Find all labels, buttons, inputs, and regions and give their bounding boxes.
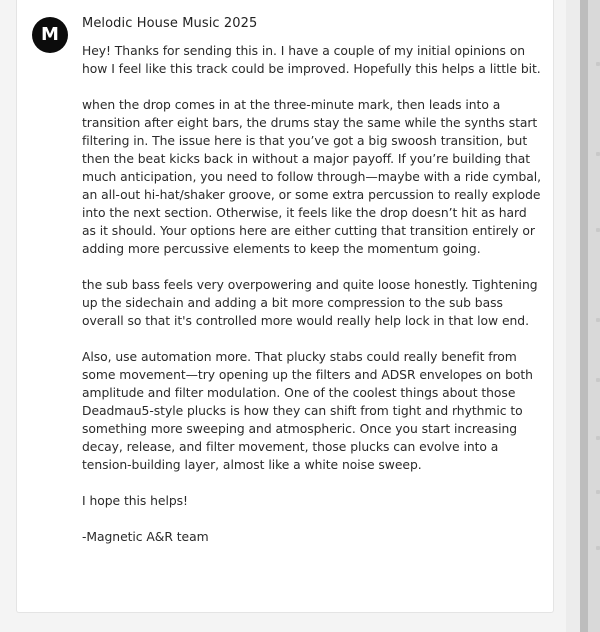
paragraph-signature: -Magnetic A&R team: [82, 530, 209, 544]
paragraph-intro: Hey! Thanks for sending this in. I have a couple of my initial opinions on how I feel like this track could be improved. Hopefully this helps a little bit.: [82, 44, 541, 76]
paragraph-drop-transition: when the drop comes in at the three-minute mark, then leads into a transition after eight bars, the drums stay the same while the synths start filtering in. The issue here is that you’ve got a big swoosh transition, but then the beat kicks back in without a major payoff. If you’re building that much anticipation, you need to follow through—maybe with a ride cymbal, an all-out hi-hat/shaker groove, or some extra percussion to really explode into the next section. Otherwise, it feels like the drop doesn’t hit as hard as it should. Your options here are either cutting that transition entirely or adding more percussive elements to keep the momentum going.: [82, 98, 542, 256]
adjacent-panel-text: [596, 436, 600, 440]
adjacent-panel: [588, 0, 600, 632]
feedback-card: [16, 0, 554, 613]
post-title: Melodic House Music 2025: [82, 16, 258, 31]
avatar-letter: M: [41, 24, 59, 45]
adjacent-panel-text: [596, 318, 600, 322]
paragraph-closing: I hope this helps!: [82, 494, 188, 508]
adjacent-panel-text: [596, 546, 600, 550]
avatar: [32, 17, 68, 53]
scrollbar[interactable]: [580, 0, 588, 632]
paragraph-sub-bass: the sub bass feels very overpowering and quite loose honestly. Tightening up the sidechain and adding a bit more compression to the sub bass overall so that it's controlled more would really help lock in that low end.: [82, 278, 538, 328]
divider: [566, 0, 580, 632]
feedback-body: [82, 42, 542, 546]
adjacent-panel-text: [596, 228, 600, 232]
adjacent-panel-text: [596, 62, 600, 66]
adjacent-panel-text: [596, 152, 600, 156]
adjacent-panel-text: [596, 378, 600, 382]
paragraph-automation: Also, use automation more. That plucky stabs could really benefit from some movement—try opening up the filters and ADSR envelopes on both amplitude and filter modulation. One of the coolest things about those Deadmau5-style plucks is how they can shift from tight and rhythmic to something more sweeping and atmospheric. Once you start increasing decay, release, and filter movement, those plucks can evolve into a tension-building layer, almost like a white noise sweep.: [82, 350, 533, 472]
adjacent-panel-text: [596, 490, 600, 494]
